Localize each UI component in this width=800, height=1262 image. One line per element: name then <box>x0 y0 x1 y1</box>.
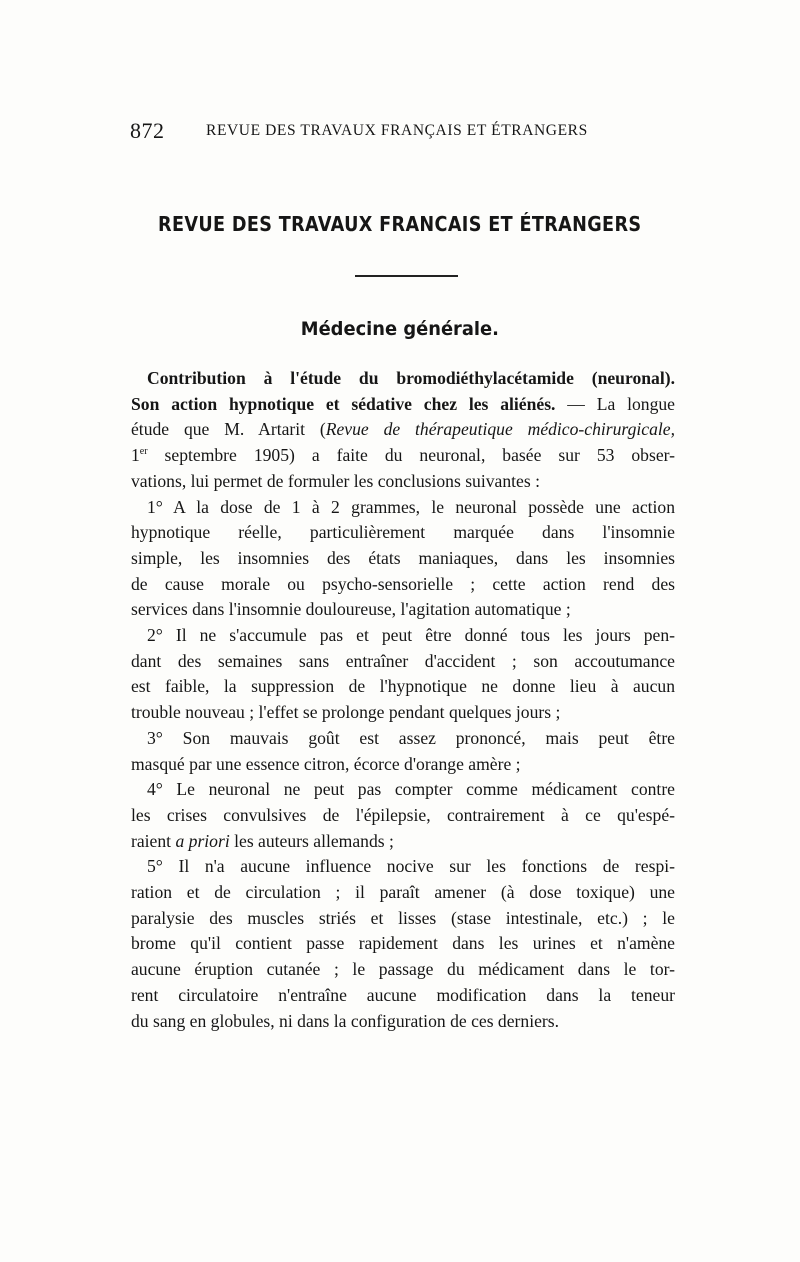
text-line: ration et de circulation ; il paraît amener (à dose toxique) une <box>131 882 675 903</box>
title-rule <box>355 275 458 277</box>
text-fragment: — La longue <box>555 393 675 414</box>
article-body <box>131 366 675 1034</box>
text-line: 4° Le neuronal ne peut pas compter comme médicament contre <box>147 779 675 800</box>
text-line: services dans l'insomnie douloureuse, l'agitation automatique ; <box>131 599 571 620</box>
text-fragment: raient <box>131 830 176 851</box>
running-header <box>130 118 670 142</box>
text-line: les crises convulsives de l'épilepsie, contrairement à ce qu'espé- <box>131 804 675 825</box>
article-heading-line: Son action hypnotique et sédative chez les aliénés. <box>131 393 556 414</box>
text-line: hypnotique réelle, particulièrement marquée dans l'insomnie <box>131 522 675 543</box>
text-fragment: septembre 1905) a faite du neuronal, basée sur 53 obser- <box>147 445 675 466</box>
text-line: simple, les insomnies des états maniaques, dans les insomnies <box>131 547 675 568</box>
text-fragment: étude que M. Artarit ( <box>131 419 326 440</box>
text-line: brome qu'il contient passe rapidement dans les urines et n'amène <box>131 933 675 954</box>
text-line <box>131 443 675 469</box>
text-fragment: 1 <box>131 445 140 466</box>
main-title: REVUE DES TRAVAUX FRANCAIS ET ÉTRANGERS <box>158 212 642 236</box>
page-number: 872 <box>130 118 165 143</box>
journal-title: Revue de thérapeutique médico-chirurgicale, <box>325 419 675 440</box>
text-line: vations, lui permet de formuler les conclusions suivantes : <box>131 470 540 491</box>
text-line: du sang en globules, ni dans la configuration de ces derniers. <box>131 1010 559 1031</box>
text-line: masqué par une essence citron, écorce d'orange amère ; <box>131 753 521 774</box>
text-line: 3° Son mauvais goût est assez prononcé, mais peut être <box>147 727 675 748</box>
text-line <box>131 417 675 443</box>
text-line: 1° A la dose de 1 à 2 grammes, le neuronal possède une action <box>147 496 675 517</box>
text-line: de cause morale ou psycho-sensorielle ; cette action rend des <box>131 573 675 594</box>
text-line <box>131 392 675 418</box>
running-title: REVUE DES TRAVAUX FRANÇAIS ET ÉTRANGERS <box>206 122 588 139</box>
italic-phrase: a priori <box>175 830 230 851</box>
ordinal-suffix: er <box>139 446 148 458</box>
text-line <box>131 829 675 855</box>
text-line: rent circulatoire n'entraîne aucune modification dans la teneur <box>131 984 675 1005</box>
text-line: dant des semaines sans entraîner d'accident ; son accoutumance <box>131 650 675 671</box>
text-fragment: les auteurs allemands ; <box>229 830 394 851</box>
section-heading: Médecine générale. <box>300 318 499 340</box>
article-heading-line: Contribution à l'étude du bromodiéthylacétamide (neuronal). <box>147 368 675 388</box>
text-line: aucune éruption cutanée ; le passage du médicament dans le tor- <box>131 959 675 980</box>
text-line: 2° Il ne s'accumule pas et peut être donné tous les jours pen- <box>147 625 675 646</box>
text-line: trouble nouveau ; l'effet se prolonge pendant quelques jours ; <box>131 702 561 723</box>
text-line: 5° Il n'a aucune influence nocive sur les fonctions de respi- <box>147 856 675 877</box>
text-line: est faible, la suppression de l'hypnotique ne donne lieu à aucun <box>131 676 675 697</box>
text-line: paralysie des muscles striés et lisses (stase intestinale, etc.) ; le <box>131 907 675 928</box>
